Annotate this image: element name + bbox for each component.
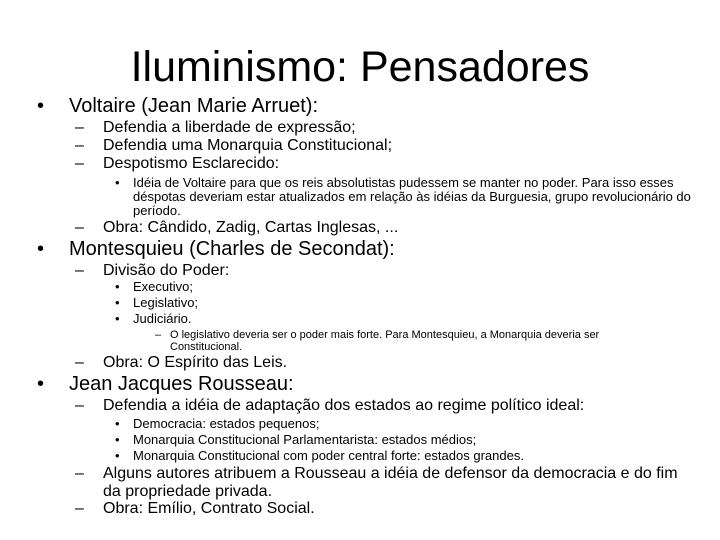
sub-dash: – (155, 329, 162, 341)
rousseau-sub-item: Democracia: estados pequenos; (133, 416, 320, 431)
rousseau-item: Defendia a idéia de adaptação dos estados ao regime político ideal: (103, 397, 585, 414)
voltaire-despotismo-text: Idéia de Voltaire para que os reis absolutistas pudessem se manter no poder. Para isso esses déspotas deveriam estar atualizados em relação às idéias da Burguesia, grupo revolucionário do período. (133, 175, 691, 218)
dash: – (75, 397, 84, 414)
dash: – (75, 119, 84, 136)
voltaire-obra: Obra: Cândido, Zadig, Cartas Inglesas, ... (103, 219, 399, 236)
montesquieu-sub-item: Executivo; (133, 279, 193, 294)
montesquieu-sub-item: Legislativo; (133, 295, 199, 310)
dash: – (75, 354, 84, 371)
voltaire-item: Despotismo Esclarecido: (103, 155, 280, 172)
sub-bullet: • (115, 416, 120, 431)
bullet-voltaire: • (37, 95, 45, 117)
dash: – (75, 500, 84, 517)
rousseau-extra: Alguns autores atribuem a Rousseau a idéia de defensor da democracia e do fim da propriedade privada. (103, 465, 678, 500)
dash: – (75, 465, 84, 482)
dash: – (75, 219, 84, 236)
dash: – (75, 137, 84, 154)
rousseau-sub-item: Monarquia Constitucional Parlamentarista: estados médios; (133, 432, 477, 447)
rousseau-obra: Obra: Emílio, Contrato Social. (103, 500, 315, 517)
montesquieu-sub-item: Judiciário. (133, 311, 192, 326)
heading-rousseau: Jean Jacques Rousseau: (69, 373, 294, 395)
sub-bullet: • (115, 311, 120, 326)
rousseau-sub-item: Monarquia Constitucional com poder central forte: estados grandes. (133, 448, 524, 463)
sub-bullet: • (115, 279, 120, 294)
heading-voltaire: Voltaire (Jean Marie Arruet): (69, 95, 318, 117)
montesquieu-item: Divisão do Poder: (103, 262, 230, 279)
sub-bullet: • (115, 295, 120, 310)
voltaire-item: Defendia a liberdade de expressão; (103, 119, 356, 136)
montesquieu-obra: Obra: O Espírito das Leis. (103, 354, 288, 371)
bullet-montesquieu: • (37, 238, 45, 260)
slide-title: Iluminismo: Pensadores (130, 43, 590, 91)
sub-bullet: • (115, 175, 120, 190)
sub-bullet: • (115, 432, 120, 447)
dash: – (75, 155, 84, 172)
montesquieu-note: O legislativo deveria ser o poder mais forte. Para Montesquieu, a Monarquia deveria ser Constitucional. (170, 329, 600, 353)
bullet-rousseau: • (37, 373, 45, 395)
sub-bullet: • (115, 448, 120, 463)
heading-montesquieu: Montesquieu (Charles de Secondat): (69, 238, 395, 260)
dash: – (75, 262, 84, 279)
voltaire-item: Defendia uma Monarquia Constitucional; (103, 137, 393, 154)
